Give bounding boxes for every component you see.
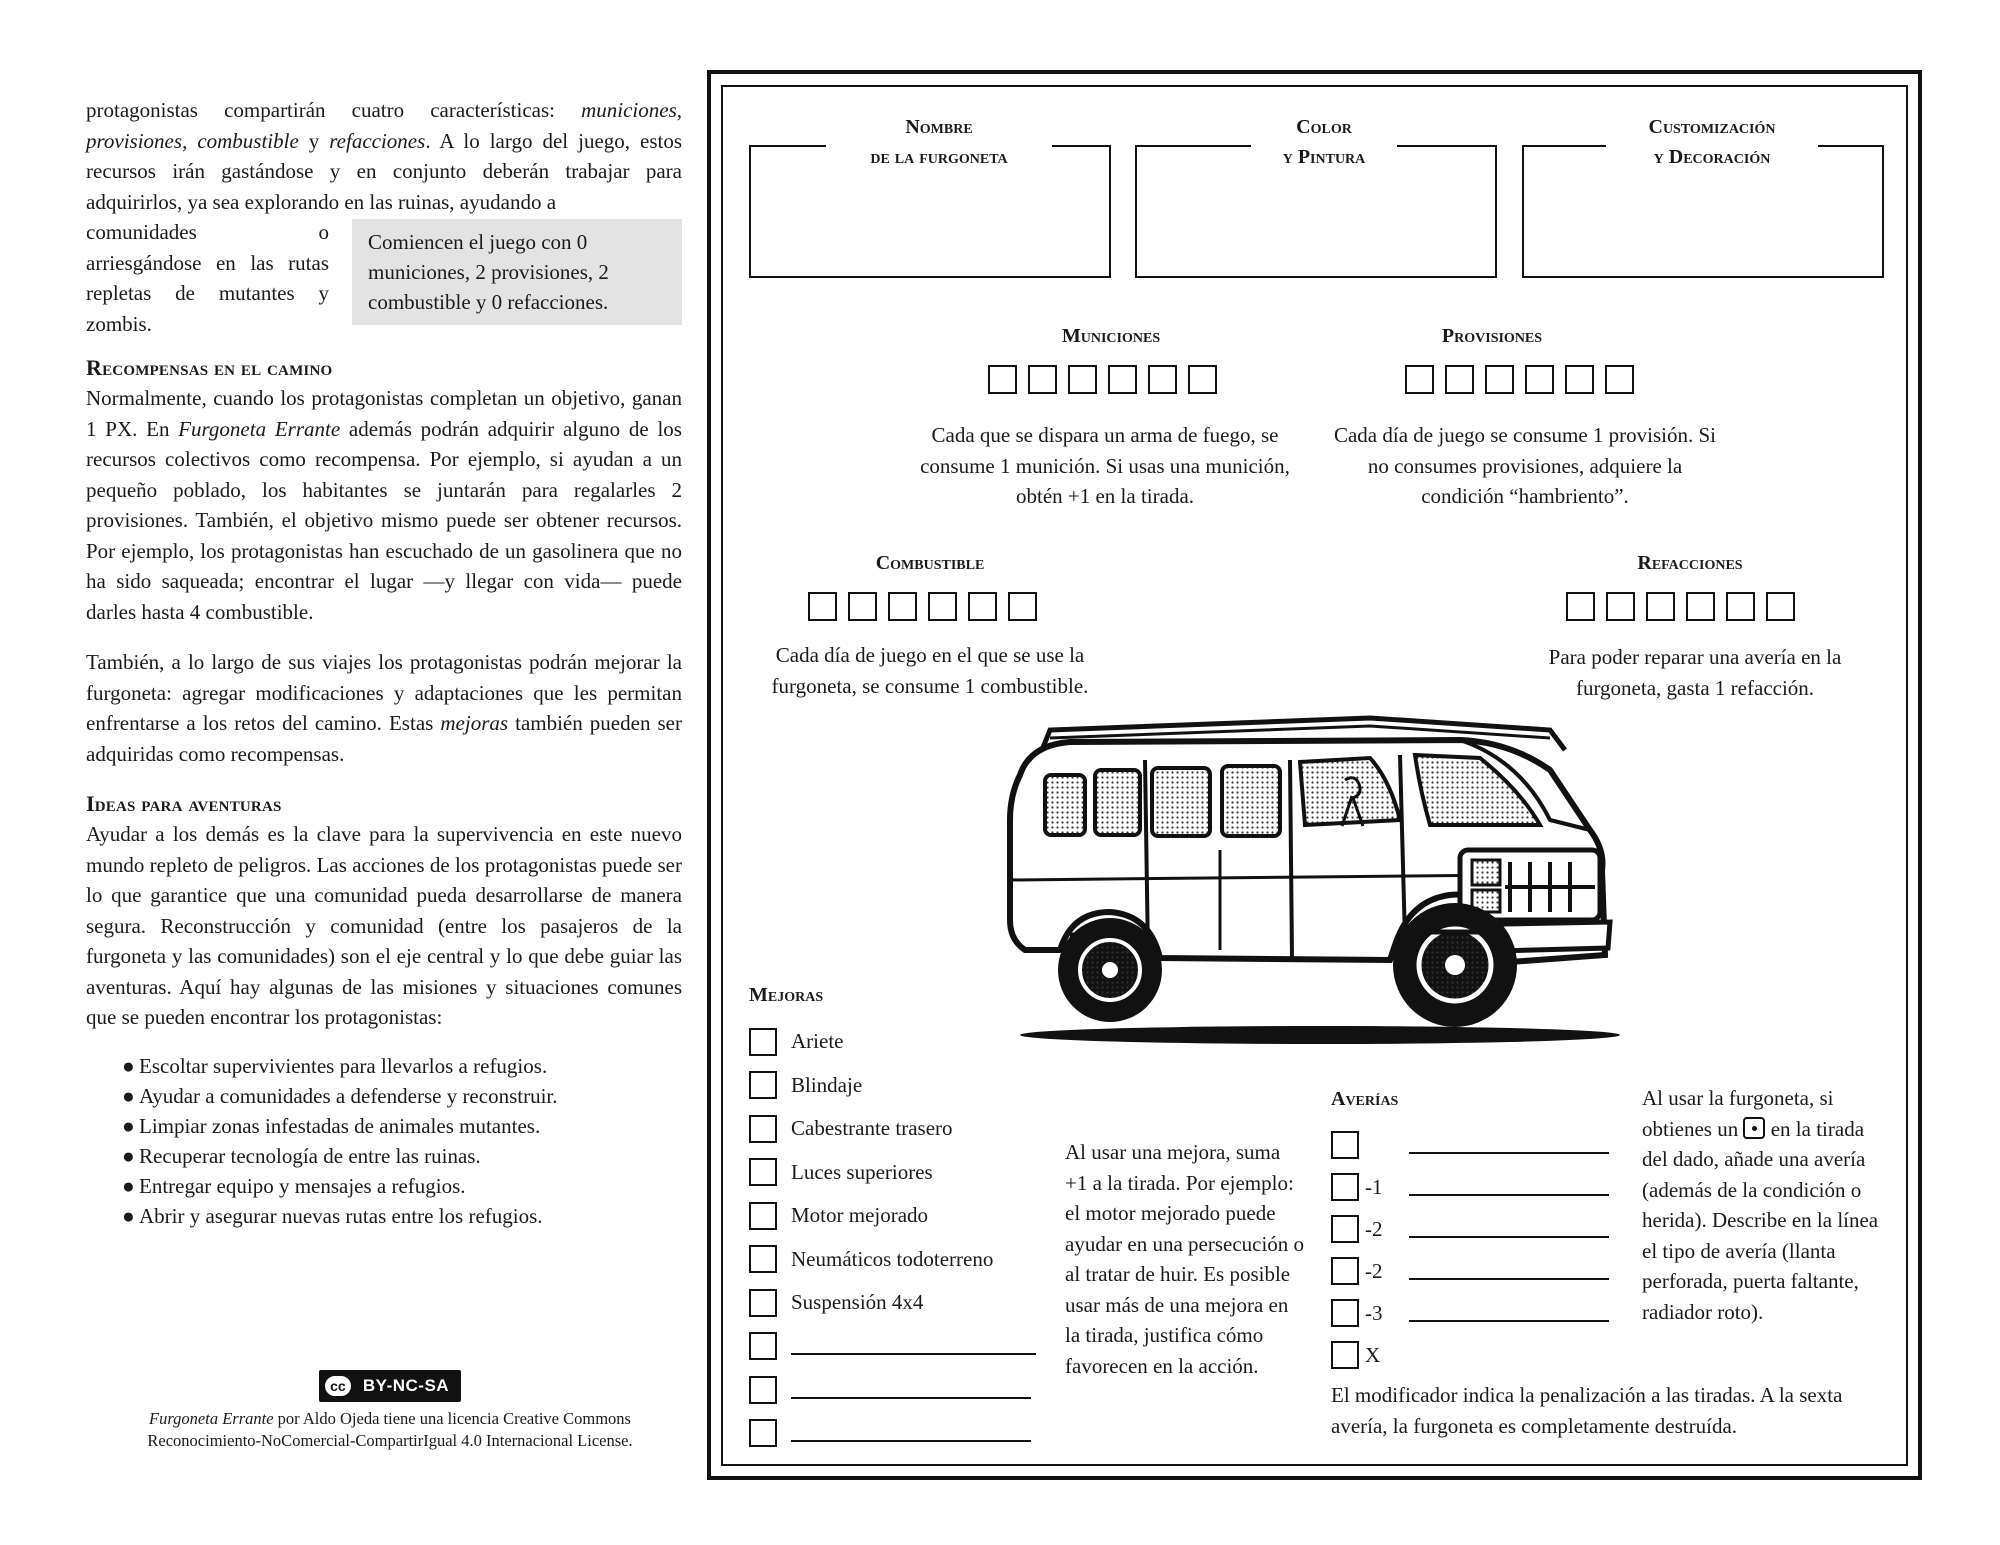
mejora-blank-item <box>749 1368 1036 1412</box>
averia-checkbox[interactable] <box>1331 1173 1359 1201</box>
mejoras-list <box>749 1020 1036 1455</box>
bullet-icon: ● <box>122 1143 135 1168</box>
rewards-paragraph-1: Normalmente, cuando los protagonistas completan un objetivo, ganan 1 PX. En Furgoneta Errante además podrán adquirir alguno de los recursos colectivos como recompensa. Por ejemplo, si ayudan a un pequeño poblado, los habitantes se juntarán para regalarles 2 provisiones. También, el objetivo mismo puede ser obtener recursos. Por ejemplo, los protagonistas han escuchado de un gasolinera que no ha sido saqueada; encontrar el lugar —y llegar con vida— puede darles hasta 4 combustible. <box>86 386 682 624</box>
list-item: ● Limpiar zonas infestadas de animales mutantes. <box>122 1111 682 1141</box>
intro-paragraph: protagonistas compartirán cuatro características: municiones, provisiones, combustible y refacciones. A lo largo del juego, estos recursos irán gastándose y en conjunto deberán trabajar para adquirirlos, ya sea explorando en las ruinas, ayudando a <box>86 98 683 214</box>
bullet-icon: ● <box>122 1173 135 1198</box>
tracker-box[interactable] <box>1525 365 1554 394</box>
die-one-icon <box>1743 1117 1765 1139</box>
averia-row: -2 <box>1331 1208 1405 1250</box>
tracker-box[interactable] <box>1188 365 1217 394</box>
averia-row: -2 <box>1331 1250 1405 1292</box>
tracker-box[interactable] <box>888 592 917 621</box>
mejora-blank-item <box>749 1325 1036 1369</box>
mejora-item: Suspensión 4x4 <box>749 1281 1036 1325</box>
tracker-box[interactable] <box>1068 365 1097 394</box>
mejoras-title: Mejoras <box>749 984 824 1006</box>
provisiones-tracker <box>1405 365 1634 394</box>
combustible-description: Cada día de juego en el que se use la furgoneta, se consume 1 combustible. <box>771 643 1089 698</box>
averia-checkbox[interactable] <box>1331 1131 1359 1159</box>
tracker-box[interactable] <box>1726 592 1755 621</box>
averia-write-in-line[interactable] <box>1409 1320 1609 1322</box>
averia-write-in-line[interactable] <box>1409 1278 1609 1280</box>
bullet-icon: ● <box>122 1083 135 1108</box>
tracker-box[interactable] <box>1485 365 1514 394</box>
tracker-box[interactable] <box>928 592 957 621</box>
tracker-box[interactable] <box>1606 592 1635 621</box>
averia-write-in-line[interactable] <box>1409 1236 1609 1238</box>
averia-row: -3 <box>1331 1292 1405 1334</box>
municiones-title: Municiones <box>1061 325 1161 347</box>
tracker-box[interactable] <box>848 592 877 621</box>
tracker-box[interactable] <box>1566 592 1595 621</box>
provisiones-title: Provisiones <box>1441 325 1543 347</box>
tracker-box[interactable] <box>988 365 1017 394</box>
list-item: ● Ayudar a comunidades a defenderse y reconstruir. <box>122 1081 682 1111</box>
municiones-description: Cada que se dispara un arma de fuego, se consume 1 munición. Si usas una munición, obtén +1 en la tirada. <box>920 423 1290 508</box>
mejora-checkbox[interactable] <box>749 1028 777 1056</box>
van-name-label: Nombre de la furgoneta <box>826 112 1052 172</box>
refacciones-title: Refacciones <box>1637 552 1743 574</box>
averia-row: X <box>1331 1334 1405 1376</box>
list-item: ● Escoltar supervivientes para llevarlos a refugios. <box>122 1051 682 1081</box>
mejora-item: Cabestrante trasero <box>749 1107 1036 1151</box>
combustible-tracker <box>808 592 1037 621</box>
adventure-ideas-list <box>86 1051 682 1231</box>
mejora-checkbox[interactable] <box>749 1202 777 1230</box>
bullet-icon: ● <box>122 1203 135 1228</box>
license-block <box>140 1370 640 1452</box>
mejora-item: Ariete <box>749 1020 1036 1064</box>
mejora-checkbox[interactable] <box>749 1245 777 1273</box>
list-item: ● Entregar equipo y mensajes a refugios. <box>122 1171 682 1201</box>
tracker-box[interactable] <box>968 592 997 621</box>
section-title-adventure-ideas: Ideas para aventuras <box>86 791 282 816</box>
tracker-box[interactable] <box>1686 592 1715 621</box>
averia-checkbox[interactable] <box>1331 1215 1359 1243</box>
mejora-write-in-line[interactable] <box>791 1397 1031 1399</box>
tracker-box[interactable] <box>1445 365 1474 394</box>
averias-list <box>1331 1124 1405 1376</box>
mejora-checkbox[interactable] <box>749 1376 777 1404</box>
averia-write-in-line[interactable] <box>1409 1194 1609 1196</box>
cc-badge-label: BY-NC-SA <box>362 1376 450 1395</box>
mejoras-description: Al usar una mejora, suma +1 a la tirada. Por ejemplo: el motor mejorado puede ayudar en una persecución o al tratar de huir. Es posible usar más de una mejora en la tirada, justifica cómo favorecen en la acción. <box>1065 1140 1305 1378</box>
refacciones-tracker <box>1566 592 1795 621</box>
cc-license-badge[interactable] <box>319 1370 461 1402</box>
adventure-ideas-paragraph: Ayudar a los demás es la clave para la supervivencia en este nuevo mundo repleto de peligros. Las acciones de los protagonistas puede ser lo que garantice que una comunidad pueda desarrollarse de manera segura. Reconstrucción y comunidad (entre los pasajeros de la furgoneta y las comunidades) son el eje central y lo que debe guiar las aventuras. Aquí hay algunas de las misiones y situaciones comunes que se pueden encontrar los protagonistas: <box>86 822 682 1029</box>
provisiones-description: Cada día de juego se consume 1 provisión. Si no consumes provisiones, adquiere la condición “hambriento”. <box>1333 423 1717 508</box>
bullet-icon: ● <box>122 1113 135 1138</box>
averias-description: Al usar la furgoneta, si obtienes un en la tirada del dado, añade una avería (además de la condición o herida). Describe en la línea el tipo de avería (llanta perforada, puerta faltante, radiador roto). <box>1642 1086 1879 1324</box>
section-title-rewards: Recompensas en el camino <box>86 355 333 380</box>
van-illustration <box>990 700 1630 1050</box>
mejora-item: Neumáticos todoterreno <box>749 1238 1036 1282</box>
averia-checkbox[interactable] <box>1331 1299 1359 1327</box>
averia-checkbox[interactable] <box>1331 1257 1359 1285</box>
tracker-box[interactable] <box>1008 592 1037 621</box>
mejora-item: Luces superiores <box>749 1151 1036 1195</box>
mejora-checkbox[interactable] <box>749 1071 777 1099</box>
tracker-box[interactable] <box>1028 365 1057 394</box>
mejora-item: Blindaje <box>749 1064 1036 1108</box>
averia-write-in-line[interactable] <box>1409 1152 1609 1154</box>
tracker-box[interactable] <box>1605 365 1634 394</box>
combustible-title: Combustible <box>875 552 985 574</box>
averias-note: El modificador indica la penalización a las tiradas. A la sexta avería, la furgoneta es completamente destruída. <box>1331 1383 1843 1438</box>
intro-paragraph-wrap: comunidades o arriesgándose en las rutas repletas de mutantes y zombis. <box>86 220 329 336</box>
list-item: ● Abrir y asegurar nuevas rutas entre los refugios. <box>122 1201 682 1231</box>
mejora-checkbox[interactable] <box>749 1332 777 1360</box>
averia-row: -1 <box>1331 1166 1405 1208</box>
license-text: Furgoneta Errante por Aldo Ojeda tiene una licencia Creative Commons Reconocimiento-NoComercial-CompartirIgual 4.0 Internacional License. <box>147 1409 633 1450</box>
callout-row <box>86 217 682 339</box>
municiones-tracker <box>988 365 1217 394</box>
mejora-checkbox[interactable] <box>749 1289 777 1317</box>
rewards-paragraph-2: También, a lo largo de sus viajes los protagonistas podrán mejorar la furgoneta: agregar modificaciones y adaptaciones que les permitan enfrentarse a los retos del camino. Estas mejoras también pueden ser adquiridas como recompensas. <box>86 650 682 766</box>
customization-label: Customización y Decoración <box>1606 112 1818 172</box>
tracker-box[interactable] <box>1766 592 1795 621</box>
mejora-checkbox[interactable] <box>749 1419 777 1447</box>
mejora-blank-item <box>749 1412 1036 1456</box>
refacciones-description: Para poder reparar una avería en la furgoneta, gasta 1 refacción. <box>1548 645 1842 700</box>
tracker-box[interactable] <box>1646 592 1675 621</box>
tracker-box[interactable] <box>1108 365 1137 394</box>
mejora-item: Motor mejorado <box>749 1194 1036 1238</box>
left-column <box>86 95 682 1231</box>
tracker-box[interactable] <box>1405 365 1434 394</box>
mejora-checkbox[interactable] <box>749 1158 777 1186</box>
tracker-box[interactable] <box>808 592 837 621</box>
mejora-checkbox[interactable] <box>749 1115 777 1143</box>
tracker-box[interactable] <box>1565 365 1594 394</box>
averias-title: Averías <box>1331 1088 1399 1110</box>
averia-row <box>1331 1124 1405 1166</box>
color-paint-label: Color y Pintura <box>1251 112 1397 172</box>
mejora-write-in-line[interactable] <box>791 1353 1036 1355</box>
list-item: ● Recuperar tecnología de entre las ruinas. <box>122 1141 682 1171</box>
mejora-write-in-line[interactable] <box>791 1440 1031 1442</box>
averia-checkbox[interactable] <box>1331 1341 1359 1369</box>
cc-icon: cc <box>323 1374 353 1398</box>
starting-resources-callout: Comiencen el juego con 0 municiones, 2 provisiones, 2 combustible y 0 refacciones. <box>352 219 682 325</box>
bullet-icon: ● <box>122 1053 135 1078</box>
tracker-box[interactable] <box>1148 365 1177 394</box>
